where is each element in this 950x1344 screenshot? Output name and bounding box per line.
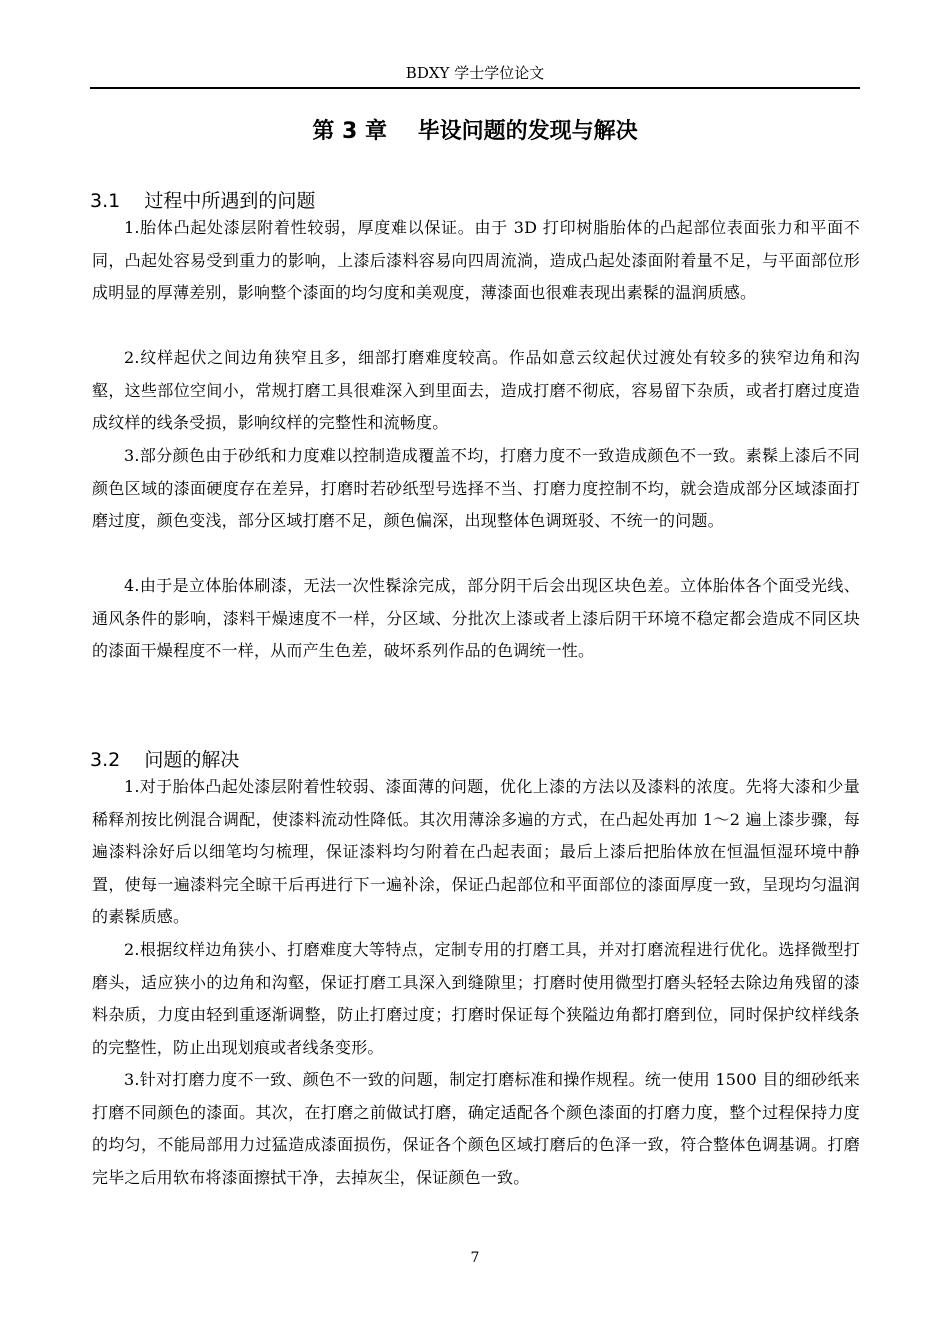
- paragraph: 1.胎体凸起处漆层附着性较弱，厚度难以保证。由于 3D 打印树脂胎体的凸起部位表面张力和平面不同，凸起处容易受到重力的影响，上漆后漆料容易向四周流淌，造成凸起处漆面附着量不足，与平面部位形成明显的厚薄差别，影响整个漆面的均匀度和美观度，薄漆面也很难表现出素髹的温润质感。: [92, 218, 860, 302]
- paragraph: 3.针对打磨力度不一致、颜色不一致的问题，制定打磨标准和操作规程。统一使用 1500 目的细砂纸来打磨不同颜色的漆面。其次，在打磨之前做试打磨，确定适配各个颜色漆面的打磨力度，整个过程保持力度的均匀，不能局部用力过猛造成漆面损伤，保证各个颜色区域打磨后的色泽一致，符合整体色调基调。打磨完毕之后用软布将漆面擦拭干净，去掉灰尘，保证颜色一致。: [92, 1070, 860, 1187]
- section-heading-3-2: 3.2 问题的解决: [90, 749, 240, 771]
- running-header: BDXY 学士学位论文: [405, 64, 545, 82]
- header-rule: [90, 87, 860, 89]
- chapter-title: 第 3 章 毕设问题的发现与解决: [312, 119, 638, 144]
- paragraph: 3.部分颜色由于砂纸和力度难以控制造成覆盖不均，打磨力度不一致造成颜色不一致。素髹上漆后不同颜色区域的漆面硬度存在差异，打磨时若砂纸型号选择不当、打磨力度控制不均，就会造成部分区域漆面打磨过度，颜色变浅，部分区域打磨不足，颜色偏深，出现整体色调斑驳、不统一的问题。: [92, 446, 860, 530]
- paragraph: 2.根据纹样边角狭小、打磨难度大等特点，定制专用的打磨工具，并对打磨流程进行优化。选择微型打磨头，适应狭小的边角和沟壑，保证打磨工具深入到缝隙里；打磨时使用微型打磨头轻轻去除边角残留的漆料杂质，力度由轻到重逐渐调整，防止打磨过度；打磨时保证每个狭隘边角都打磨到位，同时保护纹样线条的完整性，防止出现划痕或者线条变形。: [92, 940, 860, 1057]
- paragraph: 1.对于胎体凸起处漆层附着性较弱、漆面薄的问题，优化上漆的方法以及漆料的浓度。先将大漆和少量稀释剂按比例混合调配，使漆料流动性降低。其次用薄涂多遍的方式，在凸起处再加 1～2 遍上漆步骤，每遍漆料涂好后以细笔均匀梳理，保证漆料均匀附着在凸起表面；最后上漆后把胎体放在恒温恒湿环境中静置，使每一遍漆料完全晾干后再进行下一遍补涂，保证凸起部位和平面部位的漆面厚度一致，呈现均匀温润的素髹质感。: [92, 777, 860, 926]
- page-number: 7: [470, 1250, 480, 1266]
- paragraph: 4.由于是立体胎体刷漆，无法一次性髹涂完成，部分阴干后会出现区块色差。立体胎体各个面受光线、通风条件的影响，漆料干燥速度不一样，分区域、分批次上漆或者上漆后阴干环境不稳定都会造成不同区块的漆面干燥程度不一样，从而产生色差，破坏系列作品的色调统一性。: [92, 576, 860, 660]
- section-heading-3-1: 3.1 过程中所遇到的问题: [90, 190, 316, 212]
- paragraph: 2.纹样起伏之间边角狭窄且多，细部打磨难度较高。作品如意云纹起伏过渡处有较多的狭窄边角和沟壑，这些部位空间小，常规打磨工具很难深入到里面去，造成打磨不彻底，容易留下杂质，或者打磨过度造成纹样的线条受损，影响纹样的完整性和流畅度。: [92, 348, 860, 432]
